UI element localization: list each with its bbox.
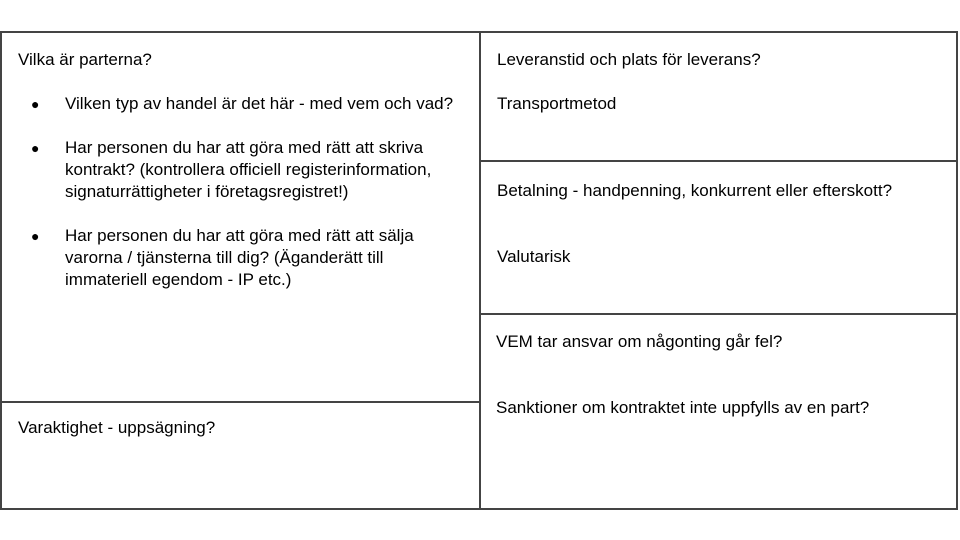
payment-text: Valutarisk [497,247,571,266]
center-divider [479,31,481,510]
duration-heading: Varaktighet - uppsägning? [18,418,216,437]
bullet-text: Har personen du har att göra med rätt att skriva kontrakt? (kontrollera officiell registerinformation, signaturrättigheter i företagsregistret!) [65,138,432,201]
right-divider-2 [480,313,958,315]
bullet-icon: ● [31,228,40,244]
bullet-text: Har personen du har att göra med rätt att sälja varorna / tjänsterna till dig? (Äganderätt till immateriell egendom - IP etc.) [65,226,414,289]
outer-border-right [956,31,958,510]
list-item [18,93,458,115]
bullet-icon: ● [31,96,40,112]
payment-heading: Betalning - handpenning, konkurrent eller efterskott? [497,181,893,200]
left-divider [0,401,480,403]
list-item [18,225,458,291]
cell-delivery [497,49,947,115]
bullet-icon: ● [31,140,40,156]
cell-parties [18,49,458,291]
parties-bullet-list [18,93,458,291]
cell-responsibility [496,331,951,419]
list-item [18,137,458,203]
cell-payment [497,180,952,268]
delivery-text: Transportmetod [497,94,617,113]
responsibility-heading: VEM tar ansvar om någonting går fel? [496,332,783,351]
cell-duration [18,417,458,439]
right-divider-1 [480,160,958,162]
outer-border-left [0,31,2,510]
parties-heading: Vilka är parterna? [18,50,152,69]
responsibility-text: Sanktioner om kontraktet inte uppfylls av en part? [496,398,870,417]
delivery-heading: Leveranstid och plats för leverans? [497,50,761,69]
bullet-text: Vilken typ av handel är det här - med vem och vad? [65,94,454,113]
